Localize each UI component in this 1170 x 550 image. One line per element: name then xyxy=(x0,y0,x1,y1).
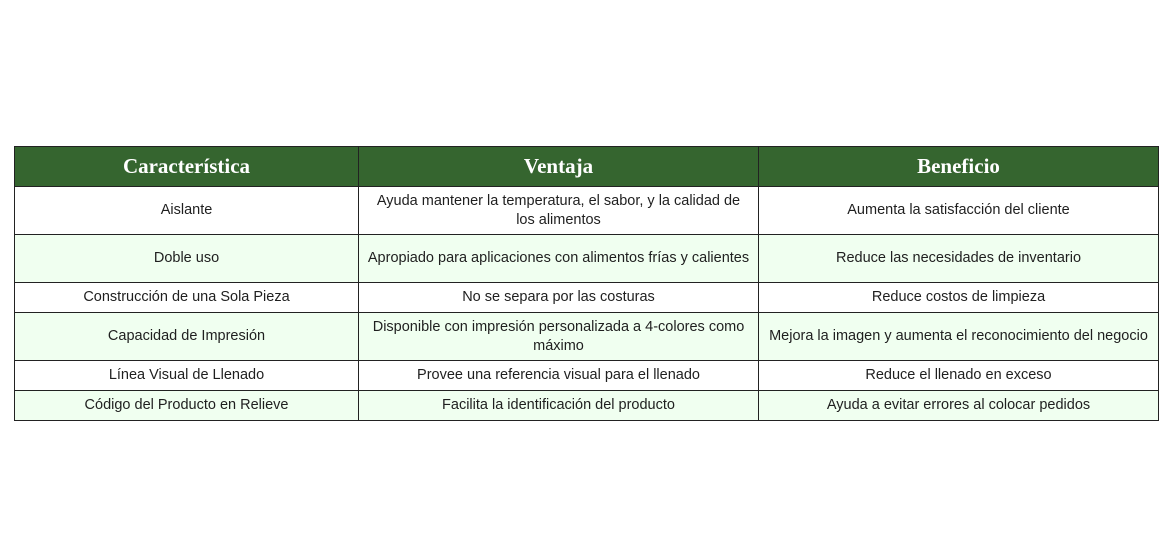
features-table-container xyxy=(14,146,1158,421)
cell-caracteristica: Construcción de una Sola Pieza xyxy=(15,283,359,313)
cell-beneficio: Reduce el llenado en exceso xyxy=(759,361,1159,391)
cell-caracteristica: Doble uso xyxy=(15,235,359,283)
table-row xyxy=(15,361,1159,391)
header-ventaja: Ventaja xyxy=(359,147,759,187)
table-row xyxy=(15,187,1159,235)
cell-beneficio: Reduce costos de limpieza xyxy=(759,283,1159,313)
cell-beneficio: Ayuda a evitar errores al colocar pedidos xyxy=(759,391,1159,421)
table-header xyxy=(15,147,1159,187)
features-benefits-table xyxy=(14,146,1159,421)
cell-beneficio: Reduce las necesidades de inventario xyxy=(759,235,1159,283)
table-body xyxy=(15,187,1159,421)
cell-caracteristica: Código del Producto en Relieve xyxy=(15,391,359,421)
cell-ventaja: Facilita la identificación del producto xyxy=(359,391,759,421)
table-row xyxy=(15,391,1159,421)
header-row xyxy=(15,147,1159,187)
cell-ventaja: Provee una referencia visual para el llenado xyxy=(359,361,759,391)
cell-ventaja: Apropiado para aplicaciones con alimentos frías y calientes xyxy=(359,235,759,283)
cell-caracteristica: Línea Visual de Llenado xyxy=(15,361,359,391)
table-row xyxy=(15,235,1159,283)
header-beneficio: Beneficio xyxy=(759,147,1159,187)
cell-beneficio: Aumenta la satisfacción del cliente xyxy=(759,187,1159,235)
table-row xyxy=(15,283,1159,313)
table-row xyxy=(15,313,1159,361)
cell-caracteristica: Aislante xyxy=(15,187,359,235)
header-caracteristica: Característica xyxy=(15,147,359,187)
cell-ventaja: No se separa por las costuras xyxy=(359,283,759,313)
cell-ventaja: Disponible con impresión personalizada a 4-colores como máximo xyxy=(359,313,759,361)
cell-caracteristica: Capacidad de Impresión xyxy=(15,313,359,361)
cell-ventaja: Ayuda mantener la temperatura, el sabor, y la calidad de los alimentos xyxy=(359,187,759,235)
cell-beneficio: Mejora la imagen y aumenta el reconocimiento del negocio xyxy=(759,313,1159,361)
